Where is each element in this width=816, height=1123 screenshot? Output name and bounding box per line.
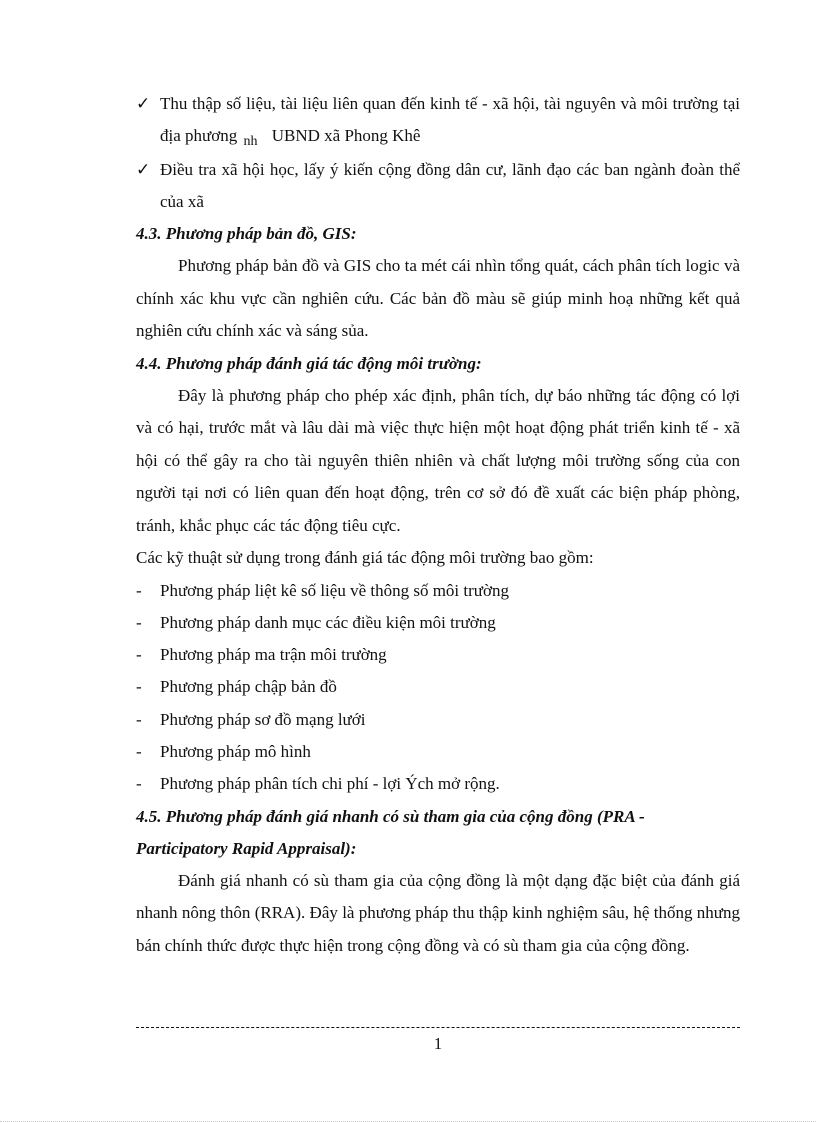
list-item [136,736,740,768]
dash-bullet: - [136,709,142,729]
check-bullet-text: Thu thập số liệu, tài liệu liên quan đến kinh tế - xã hội, tài nguyên và môi trường tại địa phương [160,94,740,145]
section-heading-4-3: 4.3. Phương pháp bản đồ, GIS: [136,224,357,243]
page-number: 1 [433,1034,443,1053]
page-content [136,88,740,962]
check-mark-icon: ✓ [136,160,151,179]
list-item-text: Phương pháp mô hình [160,741,311,761]
section-heading-4-5: 4.5. Phương pháp đánh giá nhanh có sù tham gia của cộng đồng (PRA - Participatory Rapid Appraisal): [136,806,645,858]
section-4-3-paragraph: Phương pháp bản đồ và GIS cho ta mét cái nhìn tổng quát, cách phân tích logic và chính xác khu vực cần nghiên cứu. Các bản đồ màu sẽ giúp minh hoạ những kết quả nghiên cứu chính xác và sáng sủa. [136,256,740,340]
list-item-text: Phương pháp phân tích chi phí - lợi Ých mở rộng. [160,774,500,794]
list-item-text: Phương pháp danh mục các điều kiện môi trường [160,612,496,632]
check-bullet-fragment: nh [243,134,258,149]
dash-bullet: - [136,645,142,665]
check-mark-icon: ✓ [136,94,151,113]
check-bullet-text-end: UBND xã Phong Khê [271,126,421,145]
page-bottom-edge [0,1121,816,1122]
dash-bullet: - [136,580,142,600]
dash-bullet: - [136,677,142,697]
dash-bullet: - [136,741,142,761]
list-item [136,639,740,671]
list-item-text: Phương pháp liệt kê số liệu về thông số môi trường [160,580,509,600]
check-bullet-item [136,88,740,154]
list-item [136,607,740,639]
list-item-text: Phương pháp chập bản đồ [160,677,337,697]
list-item-text: Phương pháp sơ đồ mạng lưới [160,709,366,729]
section-4-4-intro: Các kỹ thuật sử dụng trong đánh giá tác động môi trường bao gồm: [136,548,594,567]
list-item [136,671,740,703]
list-item-text: Phương pháp ma trận môi trường [160,645,387,665]
list-item [136,768,740,800]
list-item [136,575,740,607]
section-4-5-paragraph: Đánh giá nhanh có sù tham gia của cộng đồng là một dạng đặc biệt của đánh giá nhanh nông thôn (RRA). Đây là phương pháp thu thập kinh nghiệm sâu, hệ thống nhưng bán chính thức được thực hiện trong cộng đồng và có sù tham gia của cộng đồng. [136,870,740,955]
footer-divider [136,1027,740,1028]
list-item [136,704,740,736]
check-bullet-item [136,154,740,218]
section-4-4-paragraph: Đây là phương pháp cho phép xác định, phân tích, dự báo những tác động có lợi và có hại, trước mắt và lâu dài mà việc thực hiện một hoạt động phát triển kinh tế - xã hội có thể gây ra cho tài nguyên thiên nhiên và chất lượng môi trường sống của con người tại nơi có liên quan đến hoạt động, trên cơ sở đó đề xuất các biện pháp phòng, tránh, khắc phục các tác động tiêu cực. [136,385,740,535]
dash-bullet: - [136,612,142,632]
dash-bullet: - [136,774,142,794]
check-bullet-text: Điều tra xã hội học, lấy ý kiến cộng đồng dân cư, lãnh đạo các ban ngành đoàn thể của xã [160,160,740,211]
section-heading-4-4: 4.4. Phương pháp đánh giá tác động môi trường: [136,353,482,373]
